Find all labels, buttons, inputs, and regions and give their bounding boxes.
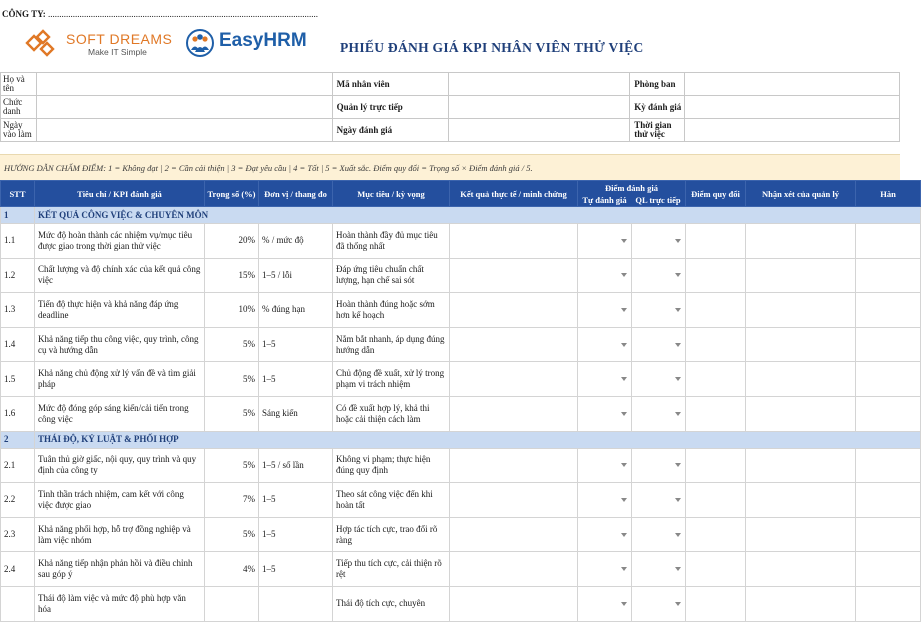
self-score-dropdown[interactable] (578, 586, 632, 621)
kpi-weight: 5% (205, 327, 259, 362)
kpi-weight: 5% (205, 396, 259, 431)
kpi-header-row (1, 181, 921, 207)
kpi-weight (205, 586, 259, 621)
kpi-weight: 10% (205, 293, 259, 328)
kpi-unit: 1–5 (259, 362, 333, 397)
manager-score-dropdown[interactable] (632, 258, 686, 293)
dropdown-caret-icon[interactable] (621, 498, 627, 502)
kpi-row (1, 483, 921, 518)
manager-comment-input[interactable] (746, 293, 856, 328)
kpi-unit: 1–5 (259, 552, 333, 587)
dropdown-caret-icon[interactable] (675, 412, 681, 416)
converted-score (686, 517, 746, 552)
converted-score (686, 327, 746, 362)
kpi-result-input[interactable] (450, 552, 578, 587)
kpi-weight: 5% (205, 517, 259, 552)
kpi-stt: 1.2 (1, 258, 35, 293)
manager-comment-input[interactable] (746, 362, 856, 397)
section-row (1, 431, 921, 448)
col-stt: STT (1, 181, 35, 207)
kpi-row (1, 258, 921, 293)
company-line (2, 9, 318, 19)
manager-score-dropdown[interactable] (632, 396, 686, 431)
kpi-target: Hợp tác tích cực, trao đổi rõ ràng (333, 517, 450, 552)
field-ngay-vao-lam[interactable] (36, 119, 332, 142)
col-diem-danh-gia-label: Điểm đánh giá (605, 182, 658, 193)
kpi-target: Chủ động đề xuất, xử lý trong phạm vi trách nhiệm (333, 362, 450, 397)
converted-score (686, 224, 746, 259)
manager-comment-input[interactable] (746, 327, 856, 362)
kpi-target: Có đề xuất hợp lý, khả thi hoặc cải thiện cách làm (333, 396, 450, 431)
self-score-dropdown[interactable] (578, 483, 632, 518)
manager-score-dropdown[interactable] (632, 327, 686, 362)
kpi-row (1, 586, 921, 621)
kpi-target: Nắm bắt nhanh, áp dụng đúng hướng dẫn (333, 327, 450, 362)
kpi-row (1, 327, 921, 362)
extra-cell[interactable] (856, 224, 921, 259)
kpi-criterion: Mức độ hoàn thành các nhiệm vụ/mục tiêu được giao trong thời gian thử việc (35, 224, 205, 259)
kpi-result-input[interactable] (450, 293, 578, 328)
manager-comment-input[interactable] (746, 224, 856, 259)
kpi-criterion: Khả năng tiếp thu công việc, quy trình, công cụ và hướng dẫn (35, 327, 205, 362)
label-quan-ly-truc-tiep: Quản lý trực tiếp (332, 96, 449, 119)
manager-comment-input[interactable] (746, 396, 856, 431)
dropdown-caret-icon[interactable] (621, 463, 627, 467)
kpi-result-input[interactable] (450, 483, 578, 518)
kpi-unit: 1–5 (259, 327, 333, 362)
extra-cell[interactable] (856, 586, 921, 621)
kpi-target: Theo sát công việc đến khi hoàn tất (333, 483, 450, 518)
section-stt: 1 (1, 207, 35, 224)
extra-cell[interactable] (856, 552, 921, 587)
col-don-vi: Đơn vị / thang đo (259, 181, 333, 207)
kpi-weight: 7% (205, 483, 259, 518)
kpi-row (1, 362, 921, 397)
self-score-dropdown[interactable] (578, 327, 632, 362)
dropdown-caret-icon[interactable] (621, 308, 627, 312)
col-han: Hàn (856, 181, 921, 207)
dropdown-caret-icon[interactable] (621, 602, 627, 606)
field-ho-ten[interactable] (36, 73, 332, 96)
kpi-row (1, 552, 921, 587)
label-ma-nhan-vien: Mã nhân viên (332, 73, 449, 96)
kpi-target: Không vi phạm; thực hiện đúng quy định (333, 448, 450, 483)
kpi-criterion: Khả năng chủ động xử lý vấn đề và tìm giải pháp (35, 362, 205, 397)
field-phong-ban[interactable] (685, 73, 900, 96)
kpi-stt: 2.1 (1, 448, 35, 483)
dropdown-caret-icon[interactable] (675, 463, 681, 467)
kpi-unit: Sáng kiến (259, 396, 333, 431)
kpi-row (1, 448, 921, 483)
softdreams-mark-icon (24, 28, 58, 58)
dropdown-caret-icon[interactable] (621, 533, 627, 537)
kpi-row (1, 293, 921, 328)
kpi-criterion: Chất lượng và độ chính xác của kết quả công việc (35, 258, 205, 293)
softdreams-name: SOFT DREAMS (66, 31, 173, 47)
dropdown-caret-icon[interactable] (675, 602, 681, 606)
kpi-result-input[interactable] (450, 517, 578, 552)
col-nhan-xet: Nhận xét của quản lý (746, 181, 856, 207)
extra-cell[interactable] (856, 362, 921, 397)
manager-comment-input[interactable] (746, 517, 856, 552)
converted-score (686, 396, 746, 431)
easyhrm-logo (185, 28, 315, 58)
field-ngay-danh-gia[interactable] (449, 119, 630, 142)
kpi-result-input[interactable] (450, 448, 578, 483)
document-title: PHIẾU ĐÁNH GIÁ KPI NHÂN VIÊN THỬ VIỆC (340, 40, 644, 55)
field-ma-nhan-vien[interactable] (449, 73, 630, 96)
manager-comment-input[interactable] (746, 586, 856, 621)
converted-score (686, 362, 746, 397)
converted-score (686, 448, 746, 483)
extra-cell[interactable] (856, 396, 921, 431)
converted-score (686, 258, 746, 293)
dropdown-caret-icon[interactable] (621, 567, 627, 571)
kpi-criterion: Tiến độ thực hiện và khả năng đáp ứng deadline (35, 293, 205, 328)
dropdown-caret-icon[interactable] (621, 412, 627, 416)
field-chuc-danh[interactable] (36, 96, 332, 119)
kpi-stt: 1.4 (1, 327, 35, 362)
kpi-criterion: Khả năng tiếp nhận phản hồi và điều chỉnh sau góp ý (35, 552, 205, 587)
kpi-result-input[interactable] (450, 224, 578, 259)
extra-cell[interactable] (856, 293, 921, 328)
dropdown-caret-icon[interactable] (675, 239, 681, 243)
self-score-dropdown[interactable] (578, 362, 632, 397)
col-ket-qua: Kết quả thực tế / minh chứng (450, 181, 578, 207)
field-thoi-gian-thu-viec[interactable] (685, 119, 900, 142)
kpi-stt: 2.3 (1, 517, 35, 552)
label-ngay-vao-lam: Ngày vào làm (1, 119, 37, 142)
label-chuc-danh: Chức danh (1, 96, 37, 119)
kpi-result-input[interactable] (450, 362, 578, 397)
converted-score (686, 483, 746, 518)
dropdown-caret-icon[interactable] (675, 498, 681, 502)
manager-score-dropdown[interactable] (632, 552, 686, 587)
kpi-criterion: Tuân thủ giờ giấc, nội quy, quy trình và quy định của công ty (35, 448, 205, 483)
easyhrm-name: EasyHRM (219, 30, 307, 51)
kpi-row (1, 396, 921, 431)
kpi-unit: 1–5 / lỗi (259, 258, 333, 293)
manager-score-dropdown[interactable] (632, 586, 686, 621)
section-row (1, 207, 921, 224)
field-quan-ly-truc-tiep[interactable] (449, 96, 630, 119)
dropdown-caret-icon[interactable] (621, 377, 627, 381)
label-ky-danh-gia: Kỳ đánh giá (630, 96, 685, 119)
kpi-weight: 15% (205, 258, 259, 293)
kpi-stt: 2.2 (1, 483, 35, 518)
col-ql-truc-tiep: QL trực tiếp (635, 194, 681, 205)
kpi-target: Thái độ tích cực, chuyên (333, 586, 450, 621)
kpi-weight: 20% (205, 224, 259, 259)
label-thoi-gian-thu-viec: Thời gian thử việc (630, 119, 685, 142)
kpi-row (1, 224, 921, 259)
kpi-unit: 1–5 (259, 483, 333, 518)
col-diem-danh-gia (578, 181, 686, 207)
kpi-criterion: Khả năng phối hợp, hỗ trợ đồng nghiệp và làm việc nhóm (35, 517, 205, 552)
manager-score-dropdown[interactable] (632, 362, 686, 397)
scoring-guide: HƯỚNG DẪN CHẤM ĐIỂM: 1 = Không đạt | 2 = Cần cải thiện | 3 = Đạt yêu cầu | 4 = Tốt | 5 = Xuất sắc. Điểm quy đổi = Trọng số × Điểm đánh giá / 5. (0, 154, 900, 180)
kpi-criterion: Mức độ đóng góp sáng kiến/cải tiến trong công việc (35, 396, 205, 431)
extra-cell[interactable] (856, 327, 921, 362)
col-diem-quy-doi: Điểm quy đổi (686, 181, 746, 207)
kpi-weight: 4% (205, 552, 259, 587)
manager-score-dropdown[interactable] (632, 293, 686, 328)
kpi-criterion: Thái độ làm việc và mức độ phù hợp văn hóa (35, 586, 205, 621)
dropdown-caret-icon[interactable] (621, 239, 627, 243)
dropdown-caret-icon[interactable] (675, 273, 681, 277)
section-title: THÁI ĐỘ, KỶ LUẬT & PHỐI HỢP (35, 431, 921, 448)
self-score-dropdown[interactable] (578, 224, 632, 259)
extra-cell[interactable] (856, 483, 921, 518)
self-score-dropdown[interactable] (578, 293, 632, 328)
kpi-stt (1, 586, 35, 621)
section-stt: 2 (1, 431, 35, 448)
kpi-target: Hoàn thành đầy đủ mục tiêu đã thống nhất (333, 224, 450, 259)
kpi-table (0, 180, 921, 622)
extra-cell[interactable] (856, 448, 921, 483)
manager-comment-input[interactable] (746, 448, 856, 483)
kpi-target: Hoàn thành đúng hoặc sớm hơn kế hoạch (333, 293, 450, 328)
kpi-result-input[interactable] (450, 258, 578, 293)
kpi-result-input[interactable] (450, 396, 578, 431)
manager-score-dropdown[interactable] (632, 517, 686, 552)
kpi-result-input[interactable] (450, 327, 578, 362)
kpi-unit (259, 586, 333, 621)
converted-score (686, 293, 746, 328)
dropdown-caret-icon[interactable] (675, 377, 681, 381)
kpi-stt: 1.3 (1, 293, 35, 328)
self-score-dropdown[interactable] (578, 396, 632, 431)
field-ky-danh-gia[interactable] (685, 96, 900, 119)
kpi-unit: % đúng hạn (259, 293, 333, 328)
self-score-dropdown[interactable] (578, 448, 632, 483)
dropdown-caret-icon[interactable] (675, 533, 681, 537)
manager-comment-input[interactable] (746, 552, 856, 587)
dropdown-caret-icon[interactable] (675, 308, 681, 312)
col-tieu-chi: Tiêu chí / KPI đánh giá (35, 181, 205, 207)
self-score-dropdown[interactable] (578, 552, 632, 587)
company-label: CÔNG TY: (2, 9, 46, 19)
softdreams-logo (24, 28, 174, 58)
self-score-dropdown[interactable] (578, 258, 632, 293)
converted-score (686, 552, 746, 587)
kpi-result-input[interactable] (450, 586, 578, 621)
kpi-stt: 1.5 (1, 362, 35, 397)
kpi-weight: 5% (205, 362, 259, 397)
manager-score-dropdown[interactable] (632, 224, 686, 259)
dropdown-caret-icon[interactable] (675, 567, 681, 571)
kpi-row (1, 517, 921, 552)
label-ho-ten: Họ và tên (1, 73, 37, 96)
kpi-weight: 5% (205, 448, 259, 483)
kpi-target: Tiếp thu tích cực, cải thiện rõ rệt (333, 552, 450, 587)
manager-comment-input[interactable] (746, 258, 856, 293)
kpi-unit: % / mức độ (259, 224, 333, 259)
col-muc-tieu: Mục tiêu / kỳ vọng (333, 181, 450, 207)
easyhrm-people-icon (185, 28, 215, 58)
kpi-stt: 1.6 (1, 396, 35, 431)
kpi-stt: 2.4 (1, 552, 35, 587)
dropdown-caret-icon[interactable] (621, 343, 627, 347)
manager-score-dropdown[interactable] (632, 483, 686, 518)
softdreams-tagline: Make IT Simple (88, 47, 147, 57)
extra-cell[interactable] (856, 517, 921, 552)
dropdown-caret-icon[interactable] (621, 273, 627, 277)
kpi-stt: 1.1 (1, 224, 35, 259)
manager-score-dropdown[interactable] (632, 448, 686, 483)
label-phong-ban: Phòng ban (630, 73, 685, 96)
label-ngay-danh-gia: Ngày đánh giá (332, 119, 449, 142)
employee-info-table (0, 72, 900, 142)
col-tu-danh-gia: Tự đánh giá (582, 194, 627, 205)
self-score-dropdown[interactable] (578, 517, 632, 552)
extra-cell[interactable] (856, 258, 921, 293)
section-title: KẾT QUẢ CÔNG VIỆC & CHUYÊN MÔN (35, 207, 921, 224)
kpi-unit: 1–5 / số lần (259, 448, 333, 483)
kpi-target: Đáp ứng tiêu chuẩn chất lượng, hạn chế sai sót (333, 258, 450, 293)
kpi-criterion: Tinh thần trách nhiệm, cam kết với công việc được giao (35, 483, 205, 518)
company-fill-line: ........................................................................................................................ (48, 9, 319, 19)
converted-score (686, 586, 746, 621)
manager-comment-input[interactable] (746, 483, 856, 518)
col-trong-so: Trọng số (%) (205, 181, 259, 207)
dropdown-caret-icon[interactable] (675, 343, 681, 347)
kpi-unit: 1–5 (259, 517, 333, 552)
